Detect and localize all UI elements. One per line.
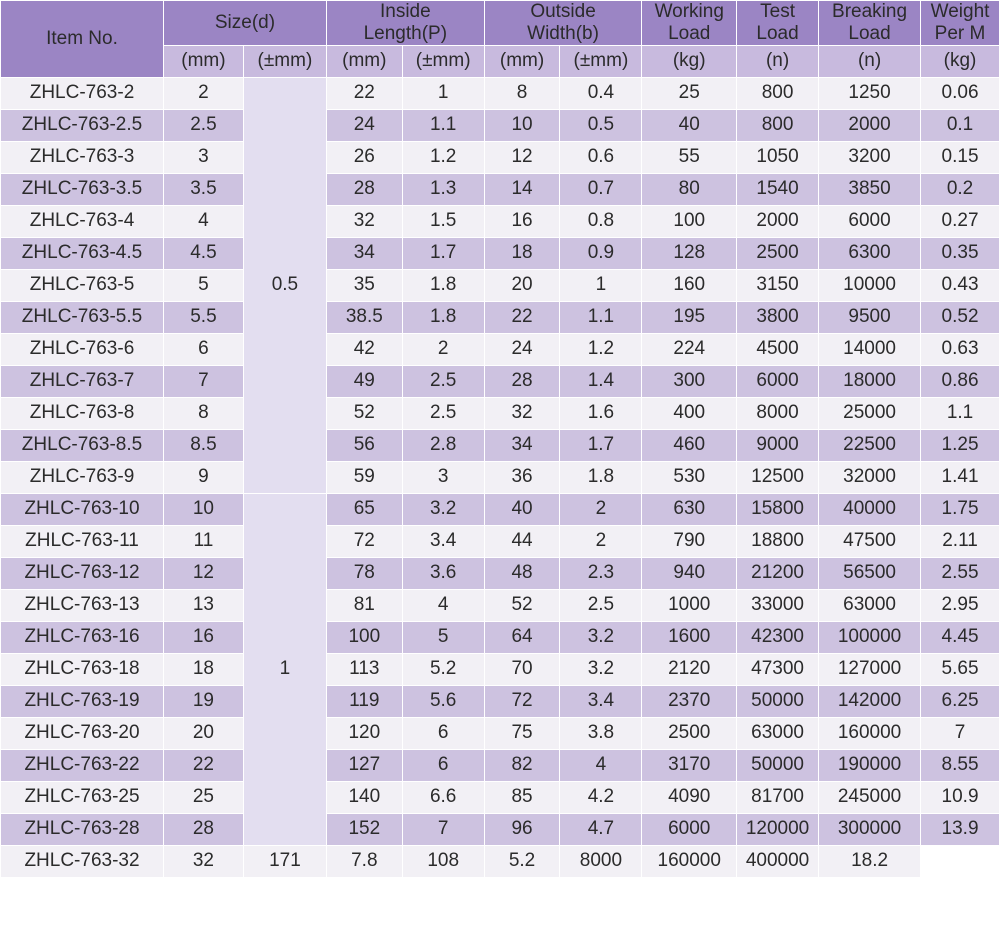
cell-item-no: ZHLC-763-4.5 — [1, 237, 164, 269]
cell-inside-length: 127 — [326, 749, 402, 781]
header-item-no: Item No. — [1, 1, 164, 78]
cell-size-d: 10 — [163, 493, 243, 525]
table-row — [1, 397, 1000, 429]
cell-item-no: ZHLC-763-11 — [1, 525, 164, 557]
cell-test-load: 50000 — [737, 749, 819, 781]
cell-weight-per-m: 0.1 — [921, 109, 1000, 141]
table-row — [1, 429, 1000, 461]
cell-size-d: 4 — [163, 205, 243, 237]
cell-working-load: 40 — [642, 109, 737, 141]
table-row — [1, 525, 1000, 557]
cell-inside-length: 28 — [326, 173, 402, 205]
cell-working-load: 2120 — [642, 653, 737, 685]
cell-inside-length: 113 — [326, 653, 402, 685]
cell-breaking-load: 47500 — [819, 525, 921, 557]
cell-inside-length-tol: 3.4 — [402, 525, 484, 557]
header-unit-width-tol: (±mm) — [560, 45, 642, 77]
cell-working-load: 100 — [642, 205, 737, 237]
cell-outside-width-tol: 4 — [560, 749, 642, 781]
cell-breaking-load: 40000 — [819, 493, 921, 525]
cell-inside-length-tol: 3 — [402, 461, 484, 493]
cell-weight-per-m: 1.75 — [921, 493, 1000, 525]
cell-outside-width: 32 — [484, 397, 560, 429]
cell-inside-length-tol: 7.8 — [326, 845, 402, 877]
cell-outside-width-tol: 1 — [560, 269, 642, 301]
table-header — [1, 1, 1000, 78]
cell-inside-length: 56 — [326, 429, 402, 461]
cell-test-load: 6000 — [737, 365, 819, 397]
cell-breaking-load: 142000 — [819, 685, 921, 717]
table-row — [1, 461, 1000, 493]
cell-outside-width-tol: 1.1 — [560, 301, 642, 333]
table-row — [1, 301, 1000, 333]
cell-size-d: 5 — [163, 269, 243, 301]
cell-inside-length-tol: 5.6 — [402, 685, 484, 717]
cell-outside-width-tol: 2 — [560, 493, 642, 525]
cell-weight-per-m: 2.55 — [921, 557, 1000, 589]
table-row — [1, 237, 1000, 269]
cell-test-load: 800 — [737, 109, 819, 141]
cell-weight-per-m: 0.43 — [921, 269, 1000, 301]
cell-inside-length: 26 — [326, 141, 402, 173]
cell-inside-length-tol: 1.8 — [402, 301, 484, 333]
cell-working-load: 630 — [642, 493, 737, 525]
cell-test-load: 160000 — [642, 845, 737, 877]
cell-breaking-load: 3850 — [819, 173, 921, 205]
cell-breaking-load: 56500 — [819, 557, 921, 589]
cell-test-load: 12500 — [737, 461, 819, 493]
header-unit-length-tol: (±mm) — [402, 45, 484, 77]
cell-outside-width: 16 — [484, 205, 560, 237]
cell-weight-per-m: 2.95 — [921, 589, 1000, 621]
cell-inside-length: 59 — [326, 461, 402, 493]
cell-breaking-load: 400000 — [737, 845, 819, 877]
table-row — [1, 781, 1000, 813]
cell-item-no: ZHLC-763-7 — [1, 365, 164, 397]
cell-outside-width-tol: 4.7 — [560, 813, 642, 845]
cell-test-load: 3800 — [737, 301, 819, 333]
cell-outside-width-tol: 1.2 — [560, 333, 642, 365]
cell-inside-length: 72 — [326, 525, 402, 557]
cell-size-d: 2 — [163, 77, 243, 109]
cell-test-load: 1540 — [737, 173, 819, 205]
header-group-test-load: Test Load — [737, 1, 819, 46]
cell-size-d: 4.5 — [163, 237, 243, 269]
cell-working-load: 195 — [642, 301, 737, 333]
cell-inside-length: 52 — [326, 397, 402, 429]
cell-inside-length-tol: 2.8 — [402, 429, 484, 461]
cell-size-d: 20 — [163, 717, 243, 749]
cell-size-d: 25 — [163, 781, 243, 813]
cell-outside-width: 14 — [484, 173, 560, 205]
header-unit-size-mm: (mm) — [163, 45, 243, 77]
cell-weight-per-m: 0.2 — [921, 173, 1000, 205]
cell-item-no: ZHLC-763-5.5 — [1, 301, 164, 333]
cell-item-no: ZHLC-763-9 — [1, 461, 164, 493]
table-row — [1, 109, 1000, 141]
header-group-inside-length: Inside Length(P) — [326, 1, 484, 46]
cell-test-load: 2500 — [737, 237, 819, 269]
header-group-breaking-load: Breaking Load — [819, 1, 921, 46]
cell-inside-length-tol: 6 — [402, 717, 484, 749]
table-row — [1, 653, 1000, 685]
table-row — [1, 365, 1000, 397]
cell-outside-width-tol: 0.8 — [560, 205, 642, 237]
cell-outside-width-tol: 1.8 — [560, 461, 642, 493]
cell-outside-width: 70 — [484, 653, 560, 685]
cell-working-load: 530 — [642, 461, 737, 493]
cell-outside-width-tol: 0.4 — [560, 77, 642, 109]
header-unit-length-mm: (mm) — [326, 45, 402, 77]
cell-test-load: 50000 — [737, 685, 819, 717]
table-row — [1, 749, 1000, 781]
cell-inside-length: 38.5 — [326, 301, 402, 333]
cell-weight-per-m: 1.41 — [921, 461, 1000, 493]
cell-inside-length-tol: 1.1 — [402, 109, 484, 141]
cell-test-load: 4500 — [737, 333, 819, 365]
cell-outside-width: 34 — [484, 429, 560, 461]
cell-item-no: ZHLC-763-20 — [1, 717, 164, 749]
cell-inside-length: 140 — [326, 781, 402, 813]
cell-item-no: ZHLC-763-4 — [1, 205, 164, 237]
cell-inside-length-tol: 7 — [402, 813, 484, 845]
cell-size-tolerance: 0.5 — [243, 77, 326, 493]
cell-inside-length-tol: 1.5 — [402, 205, 484, 237]
cell-outside-width: 48 — [484, 557, 560, 589]
cell-outside-width: 12 — [484, 141, 560, 173]
cell-test-load: 3150 — [737, 269, 819, 301]
header-group-outside-width: Outside Width(b) — [484, 1, 642, 46]
cell-weight-per-m: 1.1 — [921, 397, 1000, 429]
cell-breaking-load: 25000 — [819, 397, 921, 429]
table-row — [1, 173, 1000, 205]
cell-working-load: 790 — [642, 525, 737, 557]
cell-working-load: 224 — [642, 333, 737, 365]
cell-weight-per-m: 8.55 — [921, 749, 1000, 781]
cell-weight-per-m: 1.25 — [921, 429, 1000, 461]
cell-size-d: 28 — [163, 813, 243, 845]
cell-inside-length: 32 — [326, 205, 402, 237]
table-row — [1, 621, 1000, 653]
table-row — [1, 333, 1000, 365]
cell-item-no: ZHLC-763-19 — [1, 685, 164, 717]
cell-outside-width: 96 — [484, 813, 560, 845]
cell-size-d: 16 — [163, 621, 243, 653]
cell-outside-width-tol: 3.2 — [560, 653, 642, 685]
cell-inside-length-tol: 5 — [402, 621, 484, 653]
cell-outside-width-tol: 0.6 — [560, 141, 642, 173]
cell-inside-length: 171 — [243, 845, 326, 877]
cell-inside-length: 81 — [326, 589, 402, 621]
header-unit-size-tol: (±mm) — [243, 45, 326, 77]
cell-size-d: 9 — [163, 461, 243, 493]
cell-outside-width-tol: 1.4 — [560, 365, 642, 397]
cell-weight-per-m: 5.65 — [921, 653, 1000, 685]
cell-outside-width-tol: 3.8 — [560, 717, 642, 749]
cell-outside-width-tol: 1.6 — [560, 397, 642, 429]
cell-working-load: 4090 — [642, 781, 737, 813]
cell-size-d: 18 — [163, 653, 243, 685]
cell-breaking-load: 245000 — [819, 781, 921, 813]
cell-breaking-load: 6000 — [819, 205, 921, 237]
cell-inside-length-tol: 4 — [402, 589, 484, 621]
cell-test-load: 42300 — [737, 621, 819, 653]
cell-item-no: ZHLC-763-3.5 — [1, 173, 164, 205]
cell-inside-length-tol: 1 — [402, 77, 484, 109]
cell-working-load: 128 — [642, 237, 737, 269]
cell-size-d: 8 — [163, 397, 243, 429]
cell-size-d: 12 — [163, 557, 243, 589]
cell-inside-length: 35 — [326, 269, 402, 301]
cell-outside-width-tol: 4.2 — [560, 781, 642, 813]
cell-weight-per-m: 0.15 — [921, 141, 1000, 173]
cell-breaking-load: 100000 — [819, 621, 921, 653]
cell-test-load: 9000 — [737, 429, 819, 461]
cell-inside-length-tol: 6 — [402, 749, 484, 781]
cell-item-no: ZHLC-763-22 — [1, 749, 164, 781]
cell-weight-per-m: 0.06 — [921, 77, 1000, 109]
cell-weight-per-m: 7 — [921, 717, 1000, 749]
cell-working-load: 460 — [642, 429, 737, 461]
cell-weight-per-m: 4.45 — [921, 621, 1000, 653]
cell-test-load: 15800 — [737, 493, 819, 525]
cell-item-no: ZHLC-763-13 — [1, 589, 164, 621]
cell-inside-length: 34 — [326, 237, 402, 269]
header-unit-working-load: (kg) — [642, 45, 737, 77]
cell-weight-per-m: 10.9 — [921, 781, 1000, 813]
cell-weight-per-m: 0.52 — [921, 301, 1000, 333]
cell-working-load: 2500 — [642, 717, 737, 749]
cell-inside-length: 42 — [326, 333, 402, 365]
cell-outside-width: 52 — [484, 589, 560, 621]
cell-inside-length: 24 — [326, 109, 402, 141]
header-group-size: Size(d) — [163, 1, 326, 46]
cell-weight-per-m: 0.63 — [921, 333, 1000, 365]
cell-breaking-load: 63000 — [819, 589, 921, 621]
header-unit-weight: (kg) — [921, 45, 1000, 77]
cell-breaking-load: 32000 — [819, 461, 921, 493]
cell-working-load: 8000 — [560, 845, 642, 877]
cell-inside-length-tol: 1.2 — [402, 141, 484, 173]
cell-breaking-load: 14000 — [819, 333, 921, 365]
cell-test-load: 63000 — [737, 717, 819, 749]
table-row — [1, 717, 1000, 749]
cell-test-load: 21200 — [737, 557, 819, 589]
cell-outside-width: 10 — [484, 109, 560, 141]
cell-size-d: 7 — [163, 365, 243, 397]
header-unit-test-load: (n) — [737, 45, 819, 77]
cell-breaking-load: 22500 — [819, 429, 921, 461]
cell-item-no: ZHLC-763-6 — [1, 333, 164, 365]
cell-inside-length: 78 — [326, 557, 402, 589]
cell-outside-width: 40 — [484, 493, 560, 525]
cell-inside-length-tol: 2.5 — [402, 365, 484, 397]
cell-working-load: 6000 — [642, 813, 737, 845]
cell-size-d: 6 — [163, 333, 243, 365]
cell-test-load: 81700 — [737, 781, 819, 813]
cell-outside-width: 75 — [484, 717, 560, 749]
cell-outside-width: 72 — [484, 685, 560, 717]
cell-test-load: 18800 — [737, 525, 819, 557]
cell-outside-width: 44 — [484, 525, 560, 557]
cell-inside-length-tol: 1.3 — [402, 173, 484, 205]
header-group-working-load: Working Load — [642, 1, 737, 46]
table-row — [1, 813, 1000, 845]
cell-breaking-load: 3200 — [819, 141, 921, 173]
cell-item-no: ZHLC-763-12 — [1, 557, 164, 589]
cell-outside-width: 28 — [484, 365, 560, 397]
table-row — [1, 141, 1000, 173]
cell-outside-width: 85 — [484, 781, 560, 813]
cell-item-no: ZHLC-763-5 — [1, 269, 164, 301]
cell-outside-width-tol: 2 — [560, 525, 642, 557]
cell-outside-width: 36 — [484, 461, 560, 493]
cell-breaking-load: 2000 — [819, 109, 921, 141]
header-row-groups — [1, 1, 1000, 46]
table-row — [1, 77, 1000, 109]
cell-working-load: 25 — [642, 77, 737, 109]
cell-working-load: 1000 — [642, 589, 737, 621]
header-unit-width-mm: (mm) — [484, 45, 560, 77]
cell-outside-width: 20 — [484, 269, 560, 301]
cell-inside-length-tol: 1.7 — [402, 237, 484, 269]
cell-outside-width-tol: 0.9 — [560, 237, 642, 269]
cell-breaking-load: 10000 — [819, 269, 921, 301]
cell-item-no: ZHLC-763-2 — [1, 77, 164, 109]
cell-working-load: 940 — [642, 557, 737, 589]
cell-inside-length: 22 — [326, 77, 402, 109]
header-unit-breaking-load: (n) — [819, 45, 921, 77]
cell-outside-width-tol: 0.7 — [560, 173, 642, 205]
cell-weight-per-m: 0.27 — [921, 205, 1000, 237]
table-row — [1, 269, 1000, 301]
cell-breaking-load: 18000 — [819, 365, 921, 397]
cell-size-tolerance: 1 — [243, 493, 326, 845]
cell-size-d: 2.5 — [163, 109, 243, 141]
table-row — [1, 493, 1000, 525]
cell-item-no: ZHLC-763-28 — [1, 813, 164, 845]
cell-inside-length-tol: 1.8 — [402, 269, 484, 301]
cell-size-d: 32 — [163, 845, 243, 877]
cell-weight-per-m: 0.86 — [921, 365, 1000, 397]
cell-inside-length: 65 — [326, 493, 402, 525]
cell-inside-length: 100 — [326, 621, 402, 653]
cell-size-d: 3.5 — [163, 173, 243, 205]
cell-inside-length: 152 — [326, 813, 402, 845]
cell-inside-length: 119 — [326, 685, 402, 717]
cell-item-no: ZHLC-763-16 — [1, 621, 164, 653]
cell-size-d: 13 — [163, 589, 243, 621]
cell-test-load: 33000 — [737, 589, 819, 621]
cell-working-load: 3170 — [642, 749, 737, 781]
cell-outside-width: 8 — [484, 77, 560, 109]
header-group-weight-per-m: Weight Per M — [921, 1, 1000, 46]
cell-working-load: 300 — [642, 365, 737, 397]
cell-size-d: 19 — [163, 685, 243, 717]
cell-weight-per-m: 0.35 — [921, 237, 1000, 269]
cell-item-no: ZHLC-763-8.5 — [1, 429, 164, 461]
cell-outside-width-tol: 2.3 — [560, 557, 642, 589]
cell-test-load: 2000 — [737, 205, 819, 237]
cell-inside-length-tol: 2.5 — [402, 397, 484, 429]
cell-outside-width: 108 — [402, 845, 484, 877]
cell-outside-width-tol: 3.2 — [560, 621, 642, 653]
cell-item-no: ZHLC-763-2.5 — [1, 109, 164, 141]
cell-inside-length: 120 — [326, 717, 402, 749]
cell-test-load: 1050 — [737, 141, 819, 173]
cell-working-load: 400 — [642, 397, 737, 429]
table-row — [1, 589, 1000, 621]
cell-size-d: 11 — [163, 525, 243, 557]
cell-breaking-load: 1250 — [819, 77, 921, 109]
cell-outside-width: 18 — [484, 237, 560, 269]
cell-item-no: ZHLC-763-25 — [1, 781, 164, 813]
cell-weight-per-m: 2.11 — [921, 525, 1000, 557]
table-row — [1, 685, 1000, 717]
cell-item-no: ZHLC-763-10 — [1, 493, 164, 525]
cell-outside-width-tol: 3.4 — [560, 685, 642, 717]
cell-inside-length: 49 — [326, 365, 402, 397]
table-row — [1, 205, 1000, 237]
cell-test-load: 47300 — [737, 653, 819, 685]
cell-breaking-load: 300000 — [819, 813, 921, 845]
cell-weight-per-m: 18.2 — [819, 845, 921, 877]
cell-inside-length-tol: 2 — [402, 333, 484, 365]
cell-outside-width: 24 — [484, 333, 560, 365]
cell-working-load: 2370 — [642, 685, 737, 717]
table-body — [1, 77, 1000, 877]
cell-test-load: 8000 — [737, 397, 819, 429]
cell-test-load: 800 — [737, 77, 819, 109]
cell-item-no: ZHLC-763-32 — [1, 845, 164, 877]
cell-size-d: 5.5 — [163, 301, 243, 333]
cell-inside-length-tol: 3.2 — [402, 493, 484, 525]
cell-inside-length-tol: 5.2 — [402, 653, 484, 685]
cell-outside-width-tol: 2.5 — [560, 589, 642, 621]
cell-item-no: ZHLC-763-8 — [1, 397, 164, 429]
cell-outside-width: 82 — [484, 749, 560, 781]
cell-outside-width-tol: 5.2 — [484, 845, 560, 877]
table-row — [1, 845, 1000, 877]
cell-breaking-load: 6300 — [819, 237, 921, 269]
cell-test-load: 120000 — [737, 813, 819, 845]
table-row — [1, 557, 1000, 589]
cell-breaking-load: 190000 — [819, 749, 921, 781]
cell-outside-width: 64 — [484, 621, 560, 653]
cell-breaking-load: 127000 — [819, 653, 921, 685]
cell-inside-length-tol: 6.6 — [402, 781, 484, 813]
cell-breaking-load: 160000 — [819, 717, 921, 749]
cell-size-d: 22 — [163, 749, 243, 781]
cell-item-no: ZHLC-763-3 — [1, 141, 164, 173]
cell-weight-per-m: 6.25 — [921, 685, 1000, 717]
cell-working-load: 80 — [642, 173, 737, 205]
cell-working-load: 55 — [642, 141, 737, 173]
cell-outside-width: 22 — [484, 301, 560, 333]
cell-inside-length-tol: 3.6 — [402, 557, 484, 589]
cell-outside-width-tol: 1.7 — [560, 429, 642, 461]
cell-working-load: 1600 — [642, 621, 737, 653]
cell-breaking-load: 9500 — [819, 301, 921, 333]
cell-outside-width-tol: 0.5 — [560, 109, 642, 141]
cell-item-no: ZHLC-763-18 — [1, 653, 164, 685]
cell-size-d: 3 — [163, 141, 243, 173]
cell-size-d: 8.5 — [163, 429, 243, 461]
cell-working-load: 160 — [642, 269, 737, 301]
cell-weight-per-m: 13.9 — [921, 813, 1000, 845]
